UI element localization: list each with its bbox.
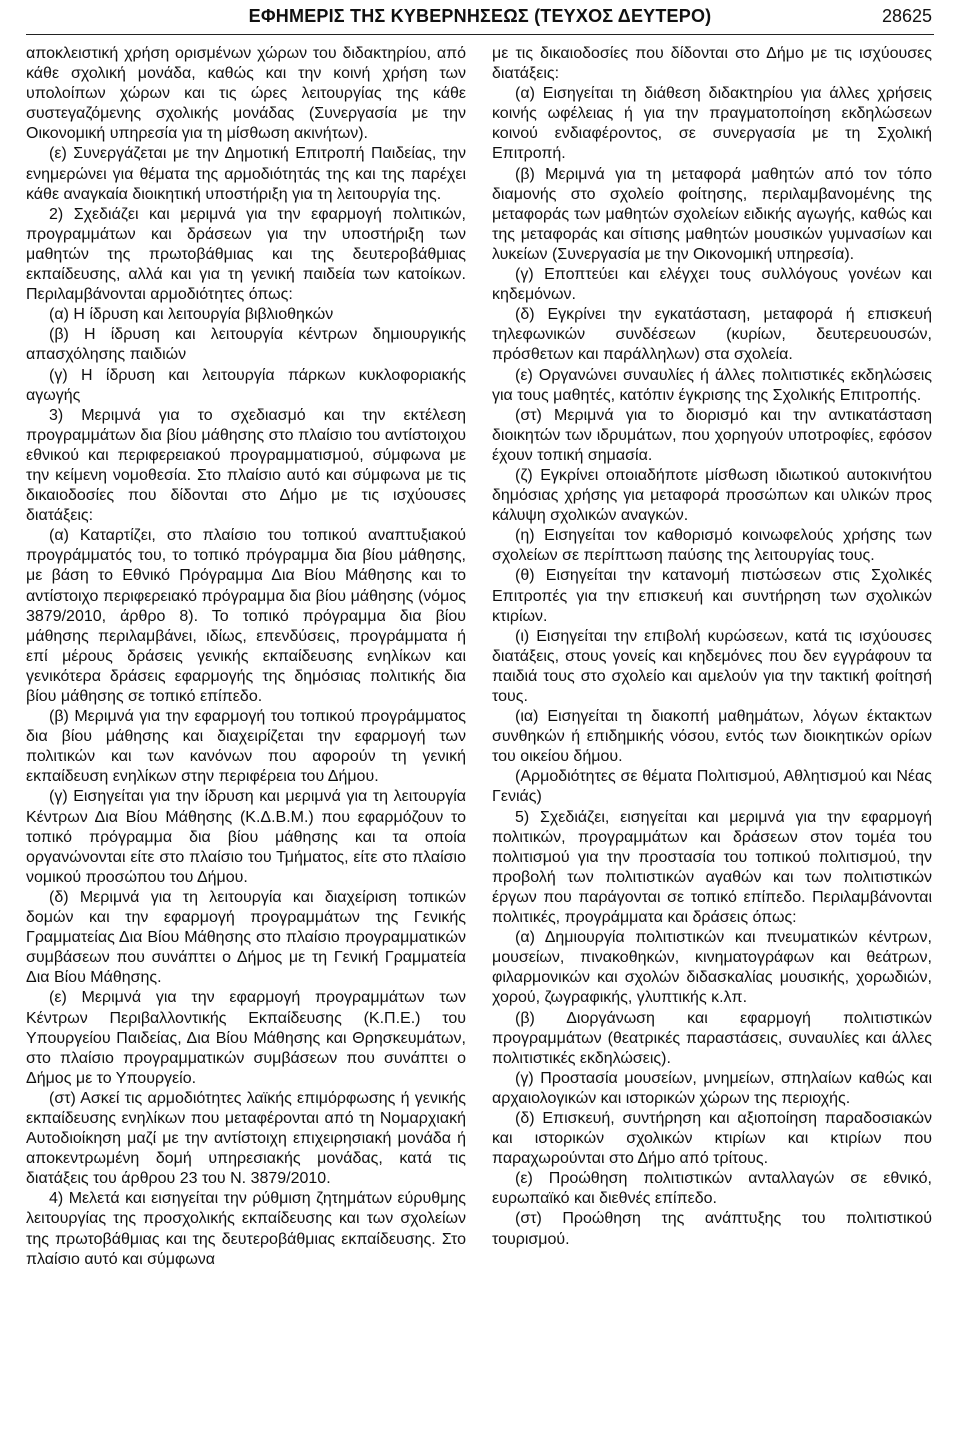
paragraph: (γ) Εποπτεύει και ελέγχει τους συλλόγους γονέων και κηδεμόνων. <box>492 266 932 304</box>
paragraph: 3) Μεριμνά για το σχεδιασμό και την εκτέλεση προγραμμάτων δια βίου μάθησης στο πλαίσιο του αντίστοιχου εθνικού και περιφερειακού προγραμματισμού, σύμφωνα με την κείμενη νομοθεσία. Στο πλαίσιο αυτό και σύμφωνα με τις δικαιοδοσίες που δίδονται στο Δήμο με τις ισχύουσες διατάξεις: <box>26 406 466 525</box>
paragraph: (γ) Η ίδρυση και λειτουργία πάρκων κυκλοφοριακής αγωγής <box>26 366 466 404</box>
paragraph: (δ) Εγκρίνει την εγκατάσταση, μεταφορά ή επισκευή τηλεφωνικών συνδέσεων (κυρίων, δευτερευουσών, πρόσθετων και παράλληλων) στα σχολεία. <box>492 306 932 364</box>
paragraph: (ε) Οργανώνει συναυλίες ή άλλες πολιτιστικές εκδηλώσεις για τους μαθητές, κατόπιν έγκρισης της Σχολικής Επιτροπής. <box>492 366 932 404</box>
paragraph: (γ) Εισηγείται για την ίδρυση και μεριμνά για τη λειτουργία Κέντρων Δια Βίου Μάθησης (Κ.Δ.Β.Μ.) που εφαρμόζουν το τοπικό πρόγραμμα δια βίου μάθησης και τα οποία οργανώνονται είτε στο πλαίσιο του Τμήματος, είτε στο πλαίσιο νομικού προσώπου του Δήμου. <box>26 788 466 886</box>
paragraph: (ι) Εισηγείται την επιβολή κυρώσεων, κατά τις ισχύουσες διατάξεις, στους γονείς και κηδεμόνες που δεν εγγράφουν τα παιδιά τους στο σχολείο και αμελούν για την τακτική φοίτησή τους. <box>492 627 932 705</box>
paragraph: (ια) Εισηγείται τη διακοπή μαθημάτων, λόγων έκτακτων συνθηκών ή επιδημικής νόσου, εντός των διοικητικών ορίων του οικείου δήμου. <box>492 708 932 766</box>
right-column <box>492 44 932 1250</box>
paragraph: (α) Δημιουργία πολιτιστικών και πνευματικών κέντρων, μουσείων, πινακοθηκών, κινηματογράφων και θεάτρων, φιλαρμονικών και σχολών διδασκαλίας μουσικής, χορωδιών, χορού, ζωγραφικής, γλυπτικής κ.λπ. <box>492 929 932 1007</box>
paragraph: (θ) Εισηγείται την κατανομή πιστώσεων στις Σχολικές Επιτροπές για την επισκευή και συντήρηση των σχολικών κτιρίων. <box>492 567 932 625</box>
gazette-title: ΕΦΗΜΕΡΙΣ ΤΗΣ ΚΥΒΕΡΝΗΣΕΩΣ (ΤΕΥΧΟΣ ΔΕΥΤΕΡΟ) <box>248 6 712 26</box>
paragraph: (ε) Προώθηση πολιτιστικών ανταλλαγών σε εθνικό, ευρωπαϊκό και διεθνές επίπεδο. <box>492 1170 932 1208</box>
paragraph: (στ) Ασκεί τις αρμοδιότητες λαϊκής επιμόρφωσης ή γενικής εκπαίδευσης ενηλίκων που μεταφέρονται από τη Νομαρχιακή Αυτοδιοίκηση μαζί με την αντίστοιχη επιχειρησιακή μονάδα ή αποκεντρωμένη δομή υπηρεσιακής μονάδας, κατά τις διατάξεις του άρθρου 23 του Ν. 3879/2010. <box>26 1089 466 1188</box>
paragraph: (δ) Μεριμνά για τη λειτουργία και διαχείριση τοπικών δομών και την εφαρμογή προγραμμάτων της Γενικής Γραμματείας Δια Βίου Μάθησης στο πλαίσιο προγραμματικών συμβάσεων που συνάπτει ο Δήμος με τη Γενική Γραμματεία Δια Βίου Μάθησης. <box>26 888 466 987</box>
section-heading: (Αρμοδιότητες σε θέματα Πολιτισμού, Αθλητισμού και Νέας Γενιάς) <box>492 768 932 806</box>
paragraph: (β) Μεριμνά για την εφαρμογή του τοπικού προγράμματος δια βίου μάθησης και διαχειρίζεται την εφαρμογή των πολιτικών και των κανόνων που αφορούν τη γενική εκπαίδευση ενηλίκων στην περιφέρεια του Δήμου. <box>26 708 466 786</box>
paragraph: (ζ) Εγκρίνει οποιαδήποτε μίσθωση ιδιωτικού αυτοκινήτου δημόσιας χρήσης για μεταφορά προσώπων και υλικών προς κάλυψη σχολικών αναγκών. <box>492 466 932 525</box>
paragraph: 2) Σχεδιάζει και μεριμνά για την εφαρμογή πολιτικών, προγραμμάτων και δράσεων για την υποστήριξη των μαθητών της πρωτοβάθμιας και της δευτεροβάθμιας εκπαίδευσης, αλλά και για τη γενική παιδεία των κατοίκων. Περιλαμβάνονται αρμοδιότητες όπως: <box>26 205 466 304</box>
paragraph: (ε) Συνεργάζεται με την Δημοτική Επιτροπή Παιδείας, την ενημερώνει για θέματα της αρμοδιότητάς της και της παρέχει κάθε αναγκαία διοικητική υποστήριξη για τη λειτουργία της. <box>26 145 466 203</box>
page-header <box>26 0 934 35</box>
paragraph: (β) Η ίδρυση και λειτουργία κέντρων δημιουργικής απασχόλησης παιδιών <box>26 326 466 364</box>
paragraph: (στ) Μεριμνά για το διορισμό και την αντικατάσταση διοικητών των ιδρυμάτων, που χορηγούν υποτροφίες, εφόσον έχουν τοπική σημασία. <box>492 406 932 464</box>
paragraph: με τις δικαιοδοσίες που δίδονται στο Δήμο με τις ισχύουσες διατάξεις: <box>492 45 932 83</box>
paragraph: (α) Η ίδρυση και λειτουργία βιβλιοθηκών <box>49 306 334 324</box>
paragraph: (στ) Προώθηση της ανάπτυξης του πολιτιστικού τουρισμού. <box>492 1210 932 1248</box>
paragraph: 5) Σχεδιάζει, εισηγείται και μεριμνά για την εφαρμογή πολιτικών, προγραμμάτων και δράσεων στον τομέα του πολιτισμού για την προστασία του τοπικού πολιτισμού, την προβολή των πολιτιστικών αγαθών και των πολιτιστικών έργων που παράγονται σε τοπικό επίπεδο. Περιλαμβάνονται πολιτικές, προγράμματα και δράσεις όπως: <box>492 808 932 927</box>
paragraph: (α) Εισηγείται τη διάθεση διδακτηρίου για άλλες χρήσεις κοινής ωφέλειας ή για την πραγματοποίηση εκδηλώσεων κοινού ενδιαφέροντος, σε συνεργασία με τη Σχολική Επιτροπή. <box>492 85 932 163</box>
paragraph: (ε) Μεριμνά για την εφαρμογή προγραμμάτων των Κέντρων Περιβαλλοντικής Εκπαίδευσης (Κ.Π.Ε.) του Υπουργείου Παιδείας, Δια Βίου Μάθησης και Θρησκευμάτων, στο πλαίσιο προγραμματικών συμβάσεων που συνάπτει ο Δήμος με το Υπουργείο. <box>26 989 466 1087</box>
page-number: 28625 <box>881 6 932 26</box>
paragraph: (β) Μεριμνά για τη μεταφορά μαθητών από τον τόπο διαμονής στο σχολείο φοίτησης, περιλαμβανομένης της μεταφοράς των μαθητών σχολείων ειδικής αγωγής, καθώς και της μεταφοράς και σίτισης μαθητών μουσικών γυμνασίων και λυκείων (Συνεργασία με την Οικονομική υπηρεσία). <box>492 165 932 263</box>
paragraph: (γ) Προστασία μουσείων, μνημείων, σπηλαίων καθώς και αρχαιολογικών και ιστορικών χώρων της περιοχής. <box>492 1069 932 1107</box>
left-column <box>26 44 466 1270</box>
paragraph: 4) Μελετά και εισηγείται την ρύθμιση ζητημάτων εύρυθμης λειτουργίας της προσχολικής εκπαίδευσης και των σχολείων της πρωτοβάθμιας και της δευτεροβάθμιας εκπαίδευσης. Στο πλαίσιο αυτό και σύμφωνα <box>26 1190 466 1268</box>
paragraph: (η) Εισηγείται τον καθορισμό κοινωφελούς χρήσης των σχολείων σε περίπτωση παύσης της λειτουργίας τους. <box>492 527 932 565</box>
paragraph: (β) Διοργάνωση και εφαρμογή πολιτιστικών προγραμμάτων (θεατρικές παραστάσεις, συναυλίες και άλλες πολιτιστικές εκδηλώσεις). <box>492 1009 932 1067</box>
paragraph: (α) Καταρτίζει, στο πλαίσιο του τοπικού αναπτυξιακού προγράμματός του, το τοπικό πρόγραμμα δια βίου μάθησης, με βάση το Εθνικό Πρόγραμμα Δια Βίου Μάθησης και το αντίστοιχο περιφερειακό πρόγραμμα δια βίου μάθησης (νόμος 3879/2010, άρθρο 8). Το τοπικό πρόγραμμα δια βίου μάθησης περιλαμβάνει, ιδίως, επενδύσεις, προγράμματα ή επί μέρους δράσεις γενικής εκπαίδευσης ενηλίκων και γενικότερα δράσεις εφαρμογής της δημόσιας πολιτικής δια βίου μάθησης σε τοπικό επίπεδο. <box>26 527 466 705</box>
paragraph: (δ) Επισκευή, συντήρηση και αξιοποίηση παραδοσιακών και ιστορικών σχολικών κτιρίων και κτιρίων που παραχωρούνται στο Δήμο από τρίτους. <box>492 1109 932 1168</box>
paragraph: αποκλειστική χρήση ορισμένων χώρων του διδακτηρίου, από κάθε σχολική μονάδα, καθώς και την κοινή χρήση των υπολοίπων χώρων και τις ώρες λειτουργίας της κάθε συστεγαζόμενης σχολικής μονάδας (Συνεργασία με την Οικονομική υπηρεσία για τη μίσθωση ακινήτων). <box>26 45 466 143</box>
